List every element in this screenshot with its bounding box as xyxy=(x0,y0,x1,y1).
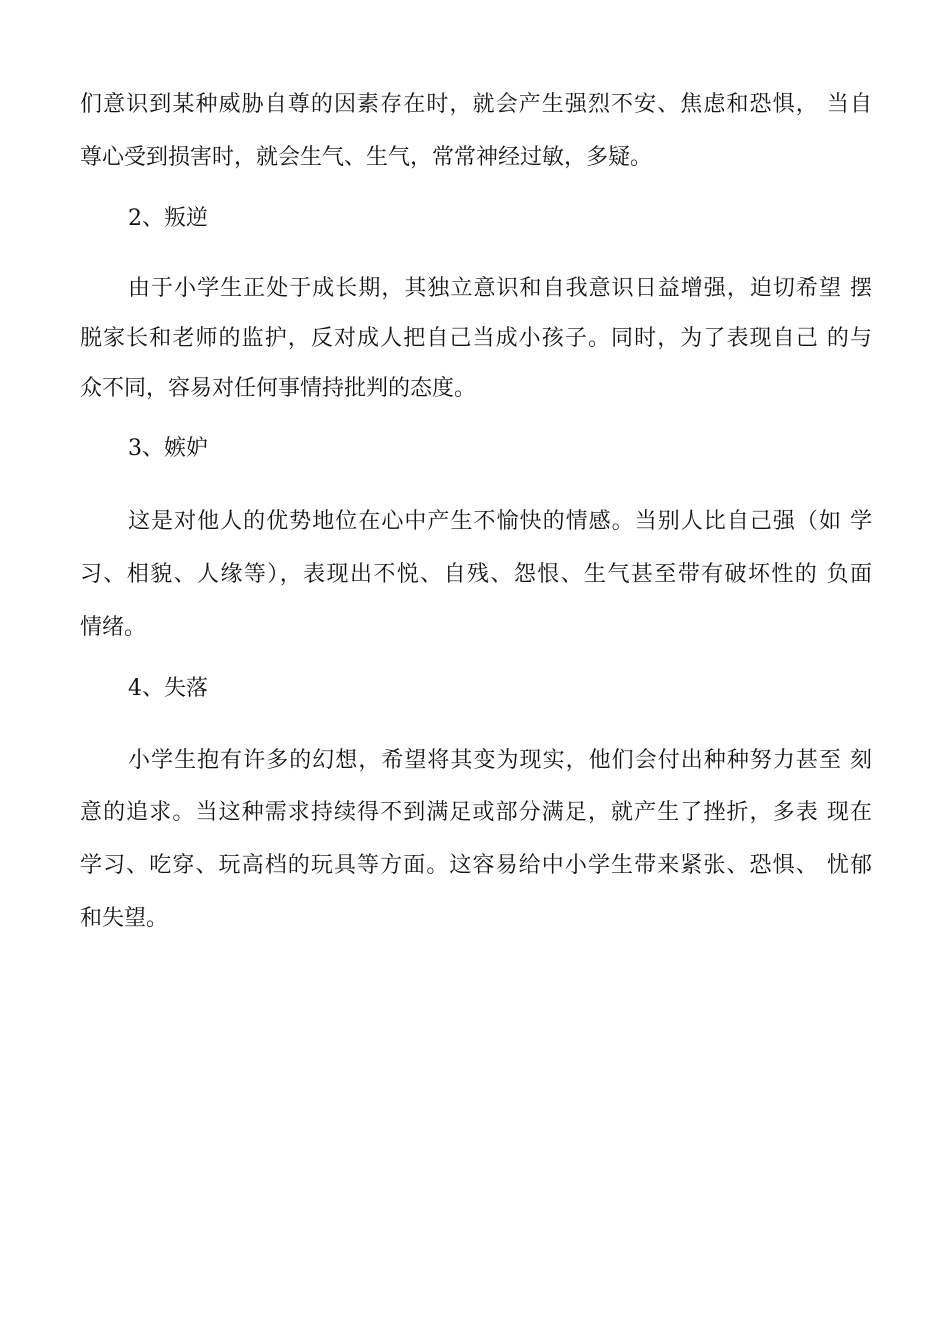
paragraph-line: 由于小学生正处于成长期，其独立意识和自我意识日益增强，迫切希望 摆 xyxy=(128,276,872,301)
paragraph-line: 习、相貌、人缘等），表现出不悦、自残、怨恨、生气甚至带有破坏性的 负面 xyxy=(80,562,872,587)
paragraph-line: 脱家长和老师的监护，反对成人把自己当成小孩子。同时，为了表现自己 的与 xyxy=(80,326,872,351)
section-heading-loss: 4、失落 xyxy=(128,676,208,701)
paragraph-line: 们意识到某种威胁自尊的因素存在时，就会产生强烈不安、焦虑和恐惧， 当自 xyxy=(80,92,872,117)
section-heading-jealousy: 3、嫉妒 xyxy=(128,436,208,461)
paragraph-line: 小学生抱有许多的幻想，希望将其变为现实，他们会付出种种努力甚至 刻 xyxy=(128,748,872,773)
paragraph-line: 学习、吃穿、玩高档的玩具等方面。这容易给中小学生带来紧张、恐惧、 忧郁 xyxy=(80,853,872,878)
paragraph-line: 情绪。 xyxy=(80,615,147,640)
paragraph-line: 和失望。 xyxy=(80,906,169,931)
paragraph-line: 意的追求。当这种需求持续得不到满足或部分满足，就产生了挫折，多表 现在 xyxy=(80,800,872,825)
paragraph-line: 这是对他人的优势地位在心中产生不愉快的情感。当别人比自己强（如 学 xyxy=(128,509,872,534)
section-heading-rebellion: 2、叛逆 xyxy=(128,206,208,231)
paragraph-line: 尊心受到损害时，就会生气、生气，常常神经过敏，多疑。 xyxy=(80,145,653,170)
paragraph-line: 众不同，容易对任何事情持批判的态度。 xyxy=(80,376,477,401)
